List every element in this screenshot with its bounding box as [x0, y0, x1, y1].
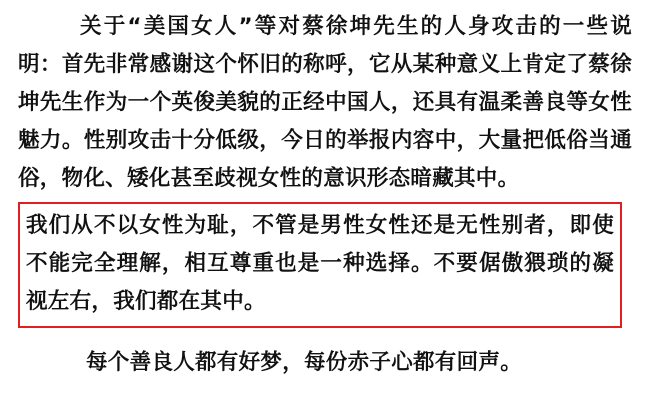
highlighted-text-box: [18, 202, 622, 328]
left-margin-strip: [0, 0, 14, 409]
highlighted-paragraph: 我们从不以女性为耻，不管是男性女性还是无性别者，即使不能完全理解，相互尊重也是一种选择。不要倨傲猥琐的凝视左右，我们都在其中。: [26, 213, 614, 314]
closing-paragraph: 每个善良人都有好梦，每份赤子心都有回声。: [86, 350, 523, 375]
document-content: [18, 6, 632, 382]
main-paragraph: 关于“美国女人”等对蔡徐坤先生的人身攻击的一些说明：首先非常感谢这个怀旧的称呼，它从某种意义上肯定了蔡徐坤先生作为一个英俊美貌的正经中国人，还具有温柔善良等女性魅力。性别攻击十分低级，今日的举报内容中，大量把低俗当通俗，物化、矮化甚至歧视女性的意识形态暗藏其中。: [18, 14, 632, 191]
